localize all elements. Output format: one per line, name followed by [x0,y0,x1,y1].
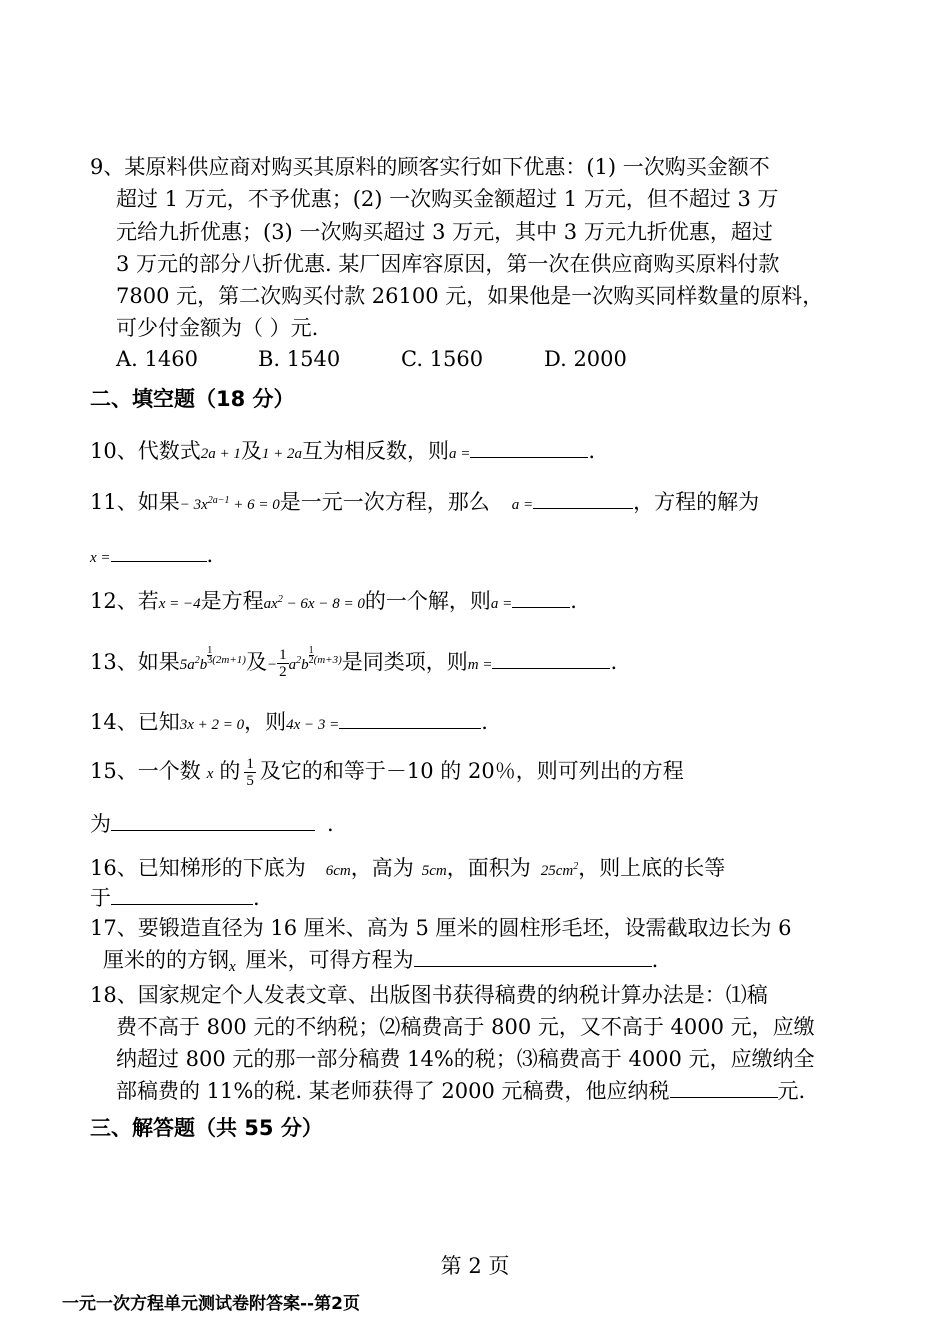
q13-end: . [610,650,618,674]
q16-text-m1: ，高为 [350,856,414,880]
q16-expr-1: 6cm [325,863,351,879]
q14 [90,708,488,739]
q13-coef-den: 2 [279,664,287,680]
q12-answer-blank[interactable] [512,587,570,608]
section-3-heading: 三、解答题（共 55 分） [90,1116,323,1140]
q17-line-2 [103,946,658,981]
q18-text-l4: 部稿费的 11%的税. 某老师获得了 2000 元稿费，他应纳税 [116,1079,670,1103]
q12-text-post: 的一个解，则 [364,589,491,613]
q12-expr-1: x = −4 [158,596,201,612]
q16-end: . [253,886,260,910]
q17-line-1: 17、要锻造直径为 16 厘米、高为 5 厘米的圆柱形毛坯，设需截取边长为 6 [90,916,792,940]
q15-text: 15、一个数 [90,759,201,783]
q11-eq-a: − 3x [179,497,208,513]
q16-text-m2: ，面积为 [446,856,531,880]
q18-end: 元. [777,1079,806,1103]
q9-line-1: 9、某原料供应商对购买其原料的顾客实行如下优惠：(1) 一次购买金额不 [90,155,770,179]
q16-text: 16、已知梯形的下底为 [90,856,306,880]
q9-option-d: D. 2000 [544,347,627,371]
q17-text-b: 厘米，可得方程为 [245,948,414,972]
q15-text-c: 及它的和等于－10 的 20％，则可列出的方程 [259,759,684,783]
q16-text-post: ，则上底的长等 [578,856,726,880]
q12-var: a = [490,596,513,612]
q15-answer-blank[interactable] [111,810,315,831]
q14-answer-blank[interactable] [339,708,481,729]
q17-var: x [229,959,236,975]
q9-line-2: 超过 1 万元，不予优惠；(2) 一次购买金额超过 1 万元，但不超过 3 万 [116,187,779,211]
q10-text: 10、代数式 [90,439,201,463]
q11-var: a = [511,497,534,513]
q14-expr-2: 4x − 3 = [286,717,340,733]
q15-frac-den: 5 [246,773,254,789]
q11 [90,487,759,519]
q16-answer-blank[interactable] [111,884,253,905]
q12-expr-2b: − 6x − 8 = 0 [282,596,365,612]
q11-answer-blank-a[interactable] [533,488,633,509]
q11-text-mid: 是一元一次方程，那么 [279,490,490,514]
q18-line-4 [116,1077,805,1105]
q11-eq-b: + 6 = 0 [229,497,280,513]
q12-end: . [570,589,577,613]
q11-end: . [206,543,214,567]
q12-expr-exp: 2 [277,594,283,605]
q9-line-5: 7800 元，第二次购买付款 26100 元，如果他是一次购买同样数量的原料， [116,284,824,308]
q16-expr-3: 25cm [540,863,574,879]
q11-answer-blank-x[interactable] [111,541,207,562]
q9-line-6: 可少付金额为（ ）元. [116,316,319,340]
q12-text-mid: 是方程 [200,589,264,613]
q10-answer-blank[interactable] [470,437,588,458]
q10-text-mid: 及 [240,439,262,463]
q13-neg: − [266,657,278,673]
q13-coef-num: 1 [279,647,287,663]
q16-text-l2: 于 [90,886,111,910]
q15 [90,756,684,789]
q12 [90,586,577,618]
q15-frac-num: 1 [246,756,254,772]
q14-expr-1: 3x + 2 = 0 [179,717,245,733]
document-footer: 一元一次方程单元测试卷附答案--第2页 [62,1294,360,1314]
q13-text-mid: 及 [245,650,267,674]
q15-line-2 [90,810,334,838]
q9-option-c: C. 1560 [401,347,484,371]
q13-text: 13、如果 [90,650,180,674]
q15-text-l2: 为 [90,812,111,836]
q16-line-2 [90,884,260,912]
q14-text-mid: ，则 [244,710,287,734]
q9-line-3: 元给九折优惠；(3) 一次购买超过 3 万元，其中 3 万元九折优惠，超过 [116,220,773,244]
q13-term2: a [288,657,297,673]
section-2-heading: 二、填空题（18 分） [90,387,295,411]
q17-end: . [651,948,659,972]
q18-line-3: 纳超过 800 元的那一部分稿费 14%的税；⑶稿费高于 4000 元，应缴纳全 [116,1047,815,1071]
q10 [90,437,595,468]
q10-text-post: 互为相反数，则 [301,439,449,463]
q13 [90,646,617,680]
q13-term1-b: b [199,657,208,673]
q18-line-1: 18、国家规定个人发表文章、出版图书获得稿费的纳税计算办法是：⑴稿 [90,983,768,1007]
q13-term1-exp-paren: (2m+1) [212,654,246,666]
q16-expr-2: 5cm [421,863,447,879]
q13-answer-blank[interactable] [492,648,610,669]
q13-text-post: 是同类项，则 [341,650,468,674]
q12-expr-2a: ax [263,596,278,612]
q10-end: . [588,439,596,463]
q9-options [116,345,627,373]
q10-expr-2: 1 + 2a [261,446,302,462]
q16-expr-3-exp: 2 [573,861,579,872]
q12-text: 12、若 [90,589,159,613]
q13-term2-exp-paren: (m+3) [313,654,342,666]
q14-end: . [481,710,488,734]
q10-expr-1: 2a + 1 [200,446,241,462]
q15-text-b: 的 [219,759,241,783]
q15-end: . [327,812,334,836]
q15-var: x [206,766,214,782]
q18-answer-blank[interactable] [670,1077,778,1098]
q13-term2-frac-num: 1 [308,645,314,656]
q10-var: a = [448,446,471,462]
q13-term1-frac-den: 3 [207,655,213,666]
q17-text-a: 厘米的的方钢 [103,948,229,972]
q14-text: 14、已知 [90,710,180,734]
q11-line-2 [90,541,213,572]
page-number: 第 2 页 [440,1254,510,1278]
q11-text: 11、如果 [90,490,180,514]
q13-term1-frac-num: 1 [207,645,213,656]
q13-term1-exp: 2 [194,655,200,666]
q13-var: m = [467,657,493,673]
q9-line-4: 3 万元的部分八折优惠. 某厂因库容原因，第一次在供应商购买原料付款 [116,252,780,276]
q13-term2-frac-den: 2 [308,655,314,666]
q11-eq-exp: 2a−1 [207,495,230,506]
q13-term2-b: b [301,657,309,673]
q11-var2: x = [90,550,111,566]
q9-option-a: A. 1460 [116,347,198,371]
q18-line-2: 费不高于 800 元的不纳税；⑵稿费高于 800 元，又不高于 4000 元，应缴 [116,1015,815,1039]
q9-option-b: B. 1540 [258,347,341,371]
q17-answer-blank[interactable] [414,946,652,967]
q13-term2-exp: 2 [296,655,302,666]
q16 [90,853,725,885]
q13-term1: 5a [179,657,195,673]
q11-text-post: ，方程的解为 [633,490,760,514]
